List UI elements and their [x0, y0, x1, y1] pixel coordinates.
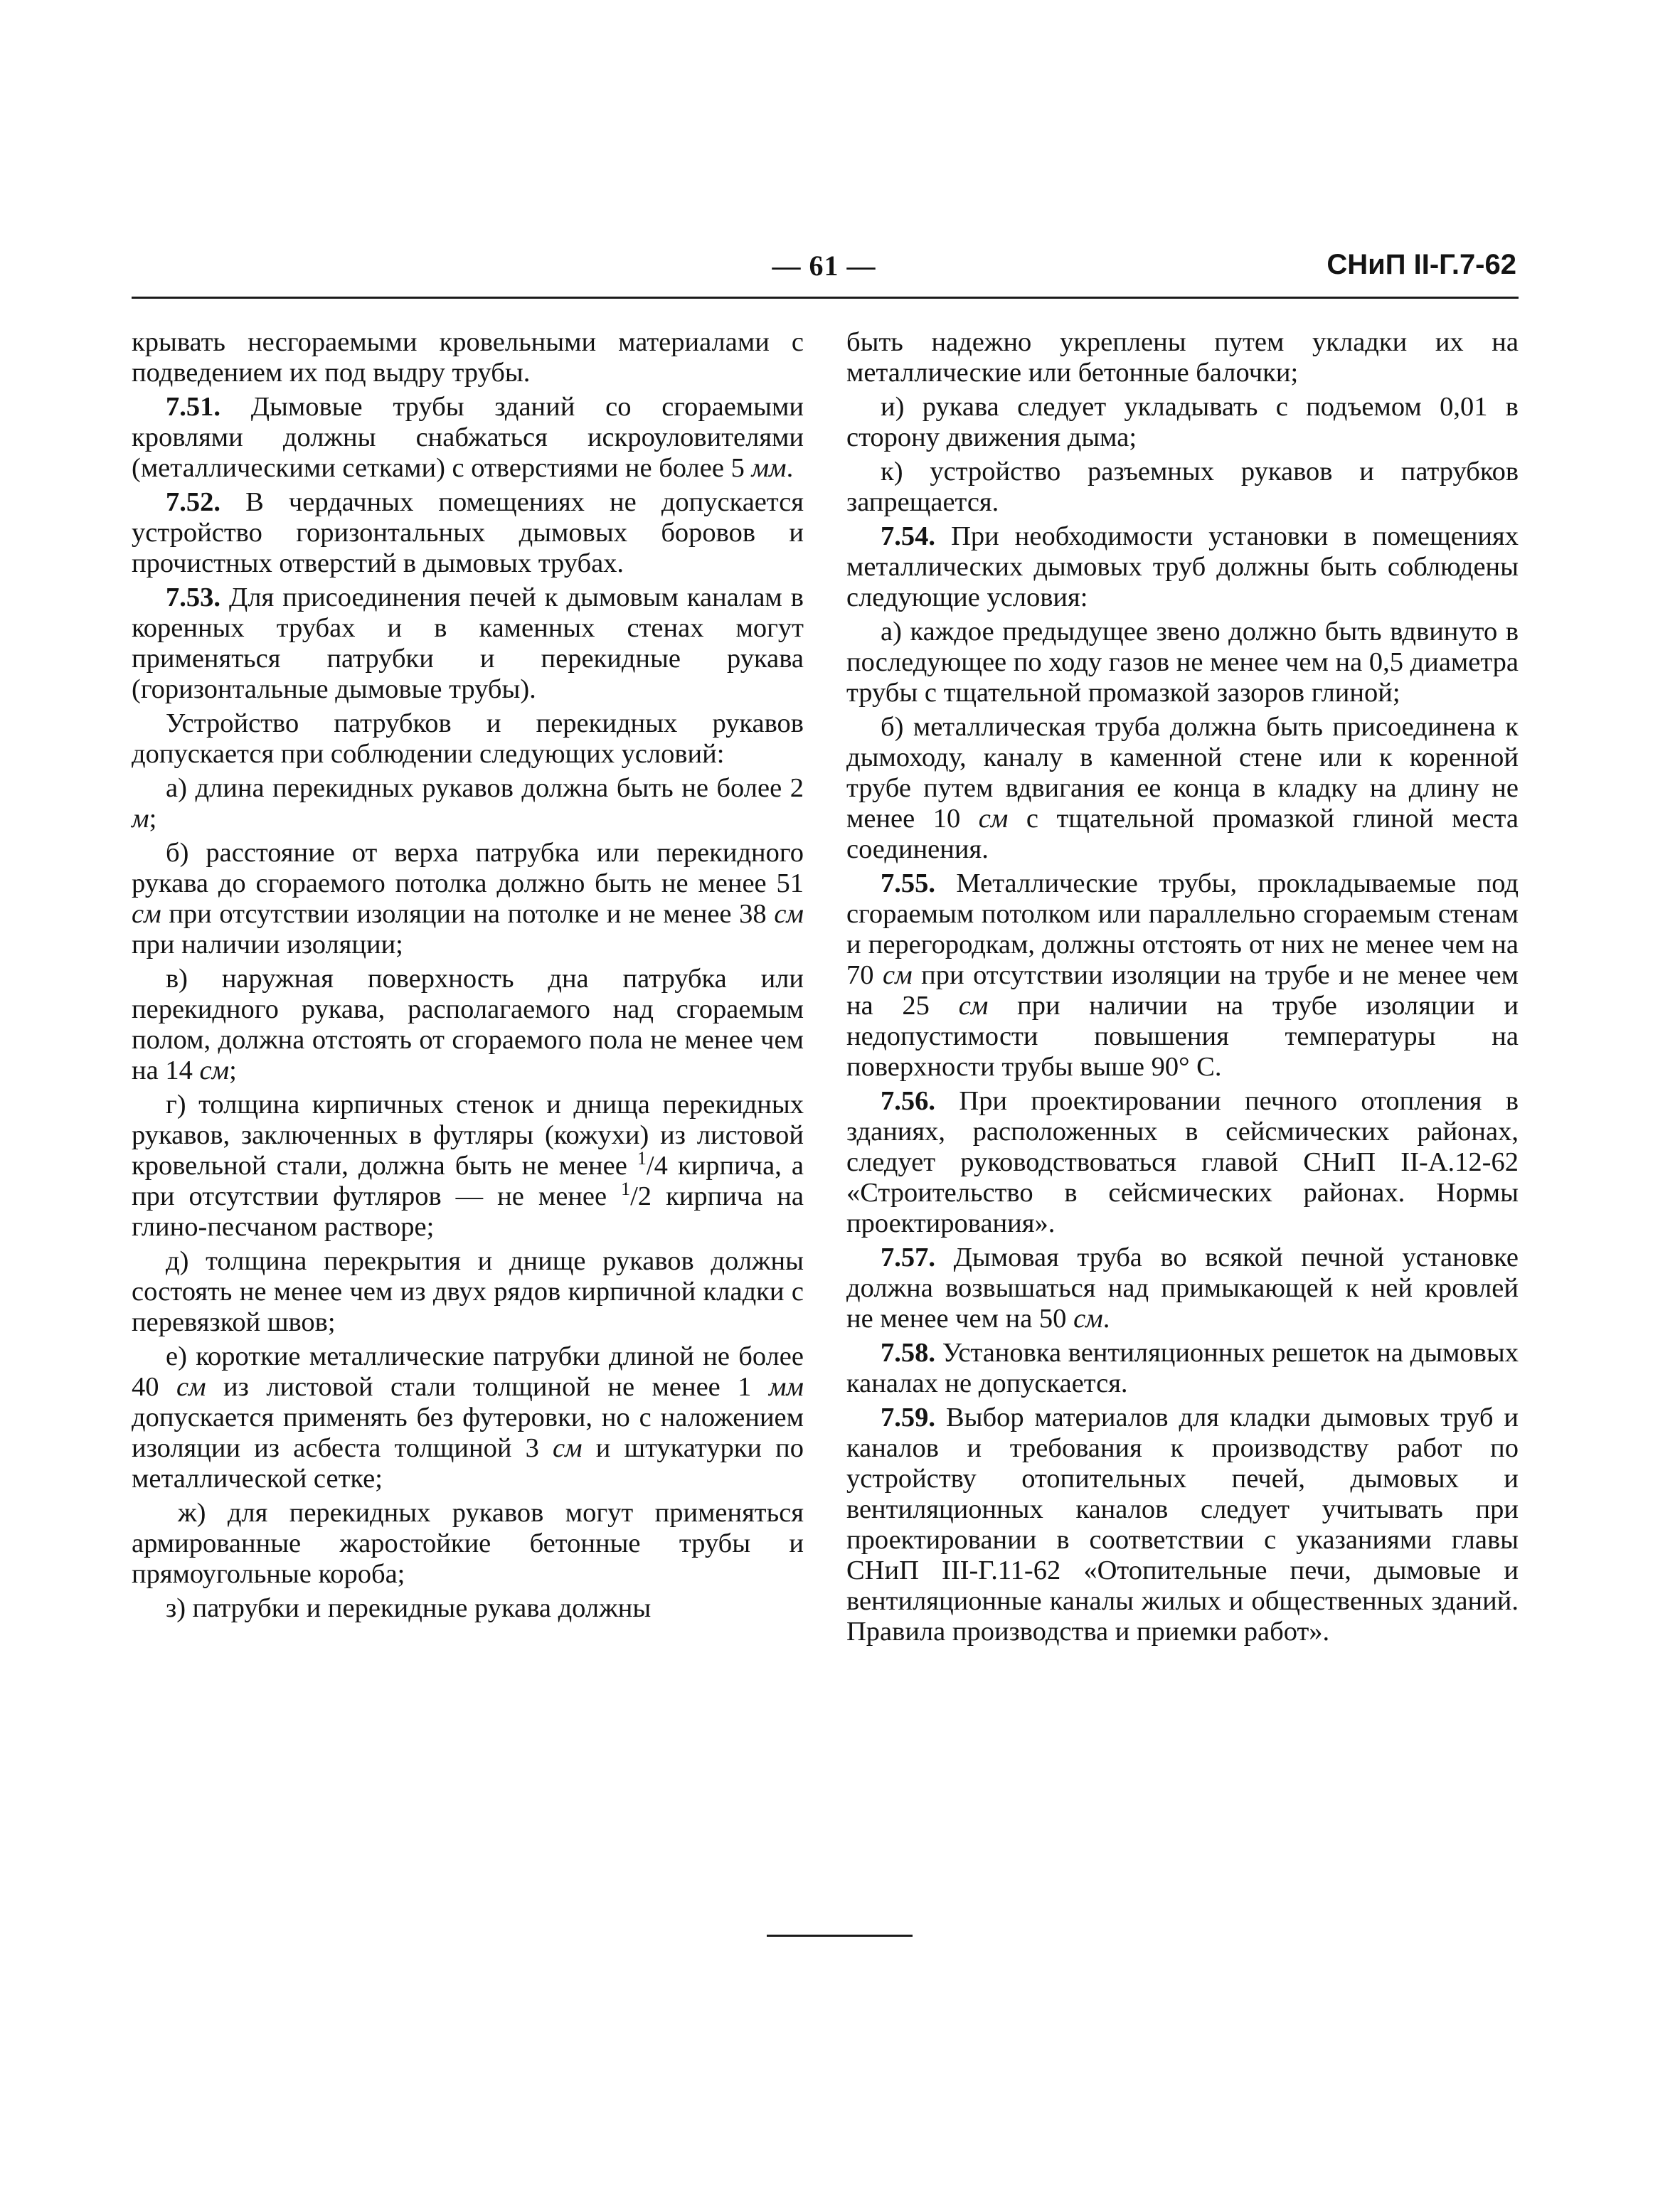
header-divider — [132, 297, 1519, 299]
text-run: Металлические трубы, прокладываемые под сгораемым потолком или параллельно сгораемым стенам и перегородкам, должны отстоять от них не менее чем на 70 — [846, 868, 1519, 990]
text-run: ж) для перекидных рукавов могут применяться армированные жаростойкие бетонные трубы и прямоугольные короба; — [132, 1498, 804, 1589]
text-run: ; — [229, 1056, 237, 1085]
section-7-51 — [132, 392, 804, 484]
document-code: СНиП II-Г.7-62 — [1327, 249, 1516, 280]
list-item-d — [132, 1246, 804, 1338]
text-run: мм — [751, 453, 787, 483]
left-column — [132, 327, 804, 1627]
text-run: допускается применять без футеровки, но с наложением изоляции из асбеста толщиной 3 — [132, 1403, 804, 1463]
text-run: а) каждое предыдущее звено должно быть вдвинуто в последующее по ходу газов не менее чем на 0,5 диаметра трубы с тщательной промазкой зазоров глиной; — [846, 617, 1519, 708]
text-run: мм — [768, 1372, 804, 1402]
list-item-54-b — [846, 712, 1519, 865]
section-7-55 — [846, 868, 1519, 1083]
list-item-e — [132, 1341, 804, 1494]
paragraph-continuation — [132, 327, 804, 388]
text-run: при наличии на трубе изоляции и недопустимости повышения температуры на поверхности трубы выше 90° С. — [846, 991, 1519, 1082]
text-run: /4 — [646, 1151, 668, 1181]
text-run: см — [958, 991, 989, 1021]
section-7-52 — [132, 487, 804, 579]
text-run: см — [176, 1372, 206, 1402]
section-number: 7.51. — [166, 392, 220, 422]
text-run: кирпича на глино-песчаном растворе; — [132, 1181, 804, 1242]
section-number: 7.57. — [881, 1243, 935, 1272]
section-number: 7.58. — [881, 1338, 935, 1368]
text-run: Выбор материалов для кладки дымовых труб и каналов и требования к производству работ по устройству отопительных печей, дымовых и вентиляционных каналов следует учитывать при проектировании в соответствии с указаниями главы СНиП III-Г.11-62 «Отопительные печи, дымовые и вентиляционные каналы жилых и общественных зданий. Правила производства и приемки работ». — [846, 1403, 1519, 1647]
section-7-54 — [846, 521, 1519, 613]
text-run: кирпича, а при отсутствии футляров — не менее — [132, 1151, 804, 1211]
section-7-58 — [846, 1338, 1519, 1399]
text-run: . — [786, 453, 794, 483]
conditions-intro — [132, 708, 804, 770]
text-run: быть надежно укреплены путем укладки их на металлические или бетонные балочки; — [846, 327, 1519, 388]
text-run: см — [132, 899, 161, 929]
list-item-v — [132, 964, 804, 1086]
text-run: ; — [149, 804, 157, 834]
text-run: /2 — [630, 1181, 652, 1211]
section-number: 7.52. — [166, 487, 220, 517]
list-item-b — [132, 838, 804, 960]
text-run: г) толщина кирпичных стенок и днища перекидных рукавов, заключенных в футляры (кожухи) из листовой кровельной стали, должна быть не менее — [132, 1090, 804, 1181]
list-item-k — [846, 457, 1519, 518]
text-run: 1 — [621, 1179, 631, 1200]
section-number: 7.59. — [881, 1403, 935, 1432]
text-run: при отсутствии изоляции на трубе и не менее чем на 25 — [846, 960, 1519, 1021]
text-run: в) наружная поверхность дна патрубка или перекидного рукава, располагаемого над сгораемым полом, должна отстоять от сгораемого пола не менее чем на 14 — [132, 964, 804, 1085]
text-run: см — [199, 1056, 230, 1085]
text-run: см — [978, 804, 1009, 834]
text-run: Устройство патрубков и перекидных рукавов допускается при соблюдении следующих условий: — [132, 708, 804, 769]
list-item-z-continuation — [846, 327, 1519, 388]
section-number: 7.54. — [881, 521, 935, 551]
text-run: при наличии изоляции; — [132, 930, 403, 959]
list-item-z — [132, 1593, 804, 1624]
text-run: см — [774, 899, 804, 929]
text-run: Дымовые трубы зданий со сгораемыми кровлями должны снабжаться искроуловителями (металлическими сетками) с отверстиями не более 5 — [132, 392, 804, 483]
text-run: см — [552, 1433, 583, 1463]
text-run: При проектировании печного отопления в зданиях, расположенных в сейсмических районах, следует руководствоваться главой СНиП II-А.12-62 «Строительство в сейсмических районах. Нормы проектирования». — [846, 1086, 1519, 1238]
text-run: при отсутствии изоляции на потолке и не менее 38 — [161, 899, 775, 929]
list-item-i — [846, 392, 1519, 453]
text-run: из листовой стали толщиной не менее 1 — [206, 1372, 769, 1402]
list-item-zh — [132, 1498, 804, 1590]
section-number: 7.56. — [881, 1086, 935, 1116]
text-run: Дымовая труба во всякой печной установке должна возвышаться над примыкающей к ней кровлей не менее чем на 50 — [846, 1243, 1519, 1334]
text-run: Установка вентиляционных решеток на дымовых каналах не допускается. — [846, 1338, 1519, 1398]
page-number: — 61 — — [772, 250, 876, 282]
text-run: 1 — [637, 1148, 647, 1169]
section-7-57 — [846, 1243, 1519, 1334]
text-run: к) устройство разъемных рукавов и патрубков запрещается. — [846, 457, 1519, 517]
right-column — [846, 327, 1519, 1651]
section-number: 7.53. — [166, 583, 220, 612]
text-run: б) расстояние от верха патрубка или перекидного рукава до сгораемого потолка должно быть не менее 51 — [132, 838, 804, 898]
text-run: б) металлическая труба должна быть присоединена к дымоходу, каналу в каменной стене или к коренной трубе путем вдвигания ее конца в кладку на длину не менее 10 — [846, 712, 1519, 834]
page-header — [132, 249, 1516, 292]
text-run: см — [883, 960, 913, 990]
section-7-56 — [846, 1086, 1519, 1239]
text-run: а) длина перекидных рукавов должна быть не более 2 — [166, 773, 804, 803]
list-item-g — [132, 1090, 804, 1243]
text-run: и штукатурки по металлической сетке; — [132, 1433, 804, 1494]
text-run: и) рукава следует укладывать с подъемом 0,01 в сторону движения дыма; — [846, 392, 1519, 452]
text-run: е) короткие металлические патрубки длиной не более 40 — [132, 1341, 804, 1402]
text-run: м — [132, 804, 149, 834]
text-run: При необходимости установки в помещениях металлических дымовых труб должны быть соблюдены следующие условия: — [846, 521, 1519, 612]
text-run: . — [1102, 1304, 1110, 1334]
end-divider — [767, 1935, 913, 1937]
text-run: В чердачных помещениях не допускается устройство горизонтальных дымовых боровов и прочистных отверстий в дымовых трубах. — [132, 487, 804, 578]
text-run: з) патрубки и перекидные рукава должны — [166, 1593, 652, 1623]
text-run: д) толщина перекрытия и днище рукавов должны состоять не менее чем из двух рядов кирпичной кладки с перевязкой швов; — [132, 1246, 804, 1337]
text-run: см — [1073, 1304, 1103, 1334]
text-run: с тщательной промазкой глиной места соединения. — [846, 804, 1519, 864]
section-number: 7.55. — [881, 868, 935, 898]
text-run: крывать несгораемыми кровельными материалами с подведением их под выдру трубы. — [132, 327, 804, 388]
section-7-53 — [132, 583, 804, 705]
list-item-54-a — [846, 617, 1519, 708]
text-run: Для присоединения печей к дымовым каналам в коренных трубах и в каменных стенах могут применяться патрубки и перекидные рукава (горизонтальные дымовые трубы). — [132, 583, 804, 704]
section-7-59 — [846, 1403, 1519, 1647]
list-item-a — [132, 773, 804, 834]
